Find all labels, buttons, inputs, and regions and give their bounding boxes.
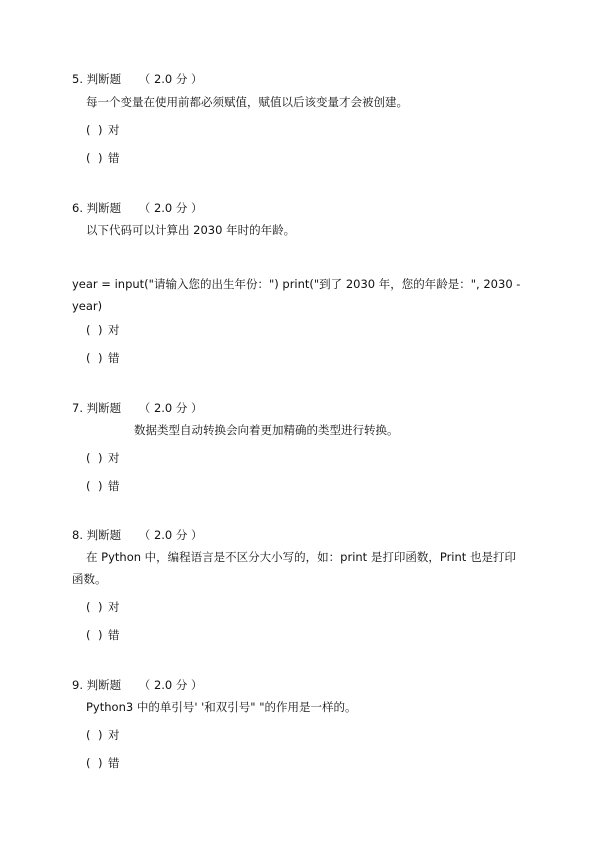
option-label: 错 [108, 756, 120, 770]
question-5-option-true[interactable]: ( ) 对 [86, 123, 120, 137]
option-label: 错 [108, 151, 120, 165]
question-number: 9. [72, 678, 83, 692]
question-6-code-line-1: year = input("请输入您的出生年份：") print("到了 2030 年，您的年龄是：", 2030 - [72, 277, 521, 291]
option-label: 对 [108, 451, 120, 465]
option-label: 错 [108, 479, 120, 493]
question-score: （ 2.0 分 ） [138, 528, 203, 542]
option-label: 对 [108, 600, 120, 614]
question-5-option-false[interactable]: ( ) 错 [86, 151, 120, 165]
question-number: 6. [72, 201, 83, 215]
question-7-text: 数据类型自动转换会向着更加精确的类型进行转换。 [134, 423, 399, 437]
question-type: 判断题 [86, 678, 122, 692]
option-label: 对 [108, 728, 120, 742]
question-number: 8. [72, 528, 83, 542]
question-8-header [72, 527, 203, 543]
question-8-option-true[interactable]: ( ) 对 [86, 600, 120, 614]
question-number: 7. [72, 401, 83, 415]
question-6-option-true[interactable]: ( ) 对 [86, 323, 120, 337]
question-8-option-false[interactable]: ( ) 错 [86, 628, 120, 642]
option-label: 对 [108, 323, 120, 337]
question-5-header [72, 71, 203, 87]
question-type: 判断题 [86, 528, 122, 542]
question-7-option-true[interactable]: ( ) 对 [86, 451, 120, 465]
question-9-header [72, 677, 203, 693]
question-9-text: Python3 中的单引号' '和双引号" "的作用是一样的。 [86, 700, 357, 714]
question-8-text-line-2: 函数。 [72, 572, 107, 586]
question-8-text-line-1: 在 Python 中，编程语言是不区分大小写的，如：print 是打印函数，Print 也是打印 [86, 550, 516, 564]
question-type: 判断题 [86, 201, 122, 215]
question-6-code-line-2: year) [72, 299, 103, 313]
option-label: 错 [108, 351, 120, 365]
question-9-option-true[interactable]: ( ) 对 [86, 728, 120, 742]
question-number: 5. [72, 72, 83, 86]
question-7-header [72, 400, 203, 416]
option-label: 错 [108, 628, 120, 642]
question-5-text: 每一个变量在使用前都必须赋值，赋值以后该变量才会被创建。 [86, 95, 408, 109]
question-type: 判断题 [86, 401, 122, 415]
option-label: 对 [108, 123, 120, 137]
question-6-option-false[interactable]: ( ) 错 [86, 351, 120, 365]
question-score: （ 2.0 分 ） [138, 201, 203, 215]
question-score: （ 2.0 分 ） [138, 678, 203, 692]
question-6-header [72, 200, 203, 216]
question-score: （ 2.0 分 ） [138, 401, 203, 415]
question-7-option-false[interactable]: ( ) 错 [86, 479, 120, 493]
question-9-option-false[interactable]: ( ) 错 [86, 756, 120, 770]
question-6-text: 以下代码可以计算出 2030 年时的年龄。 [86, 223, 296, 237]
question-type: 判断题 [86, 72, 122, 86]
question-score: （ 2.0 分 ） [138, 72, 203, 86]
